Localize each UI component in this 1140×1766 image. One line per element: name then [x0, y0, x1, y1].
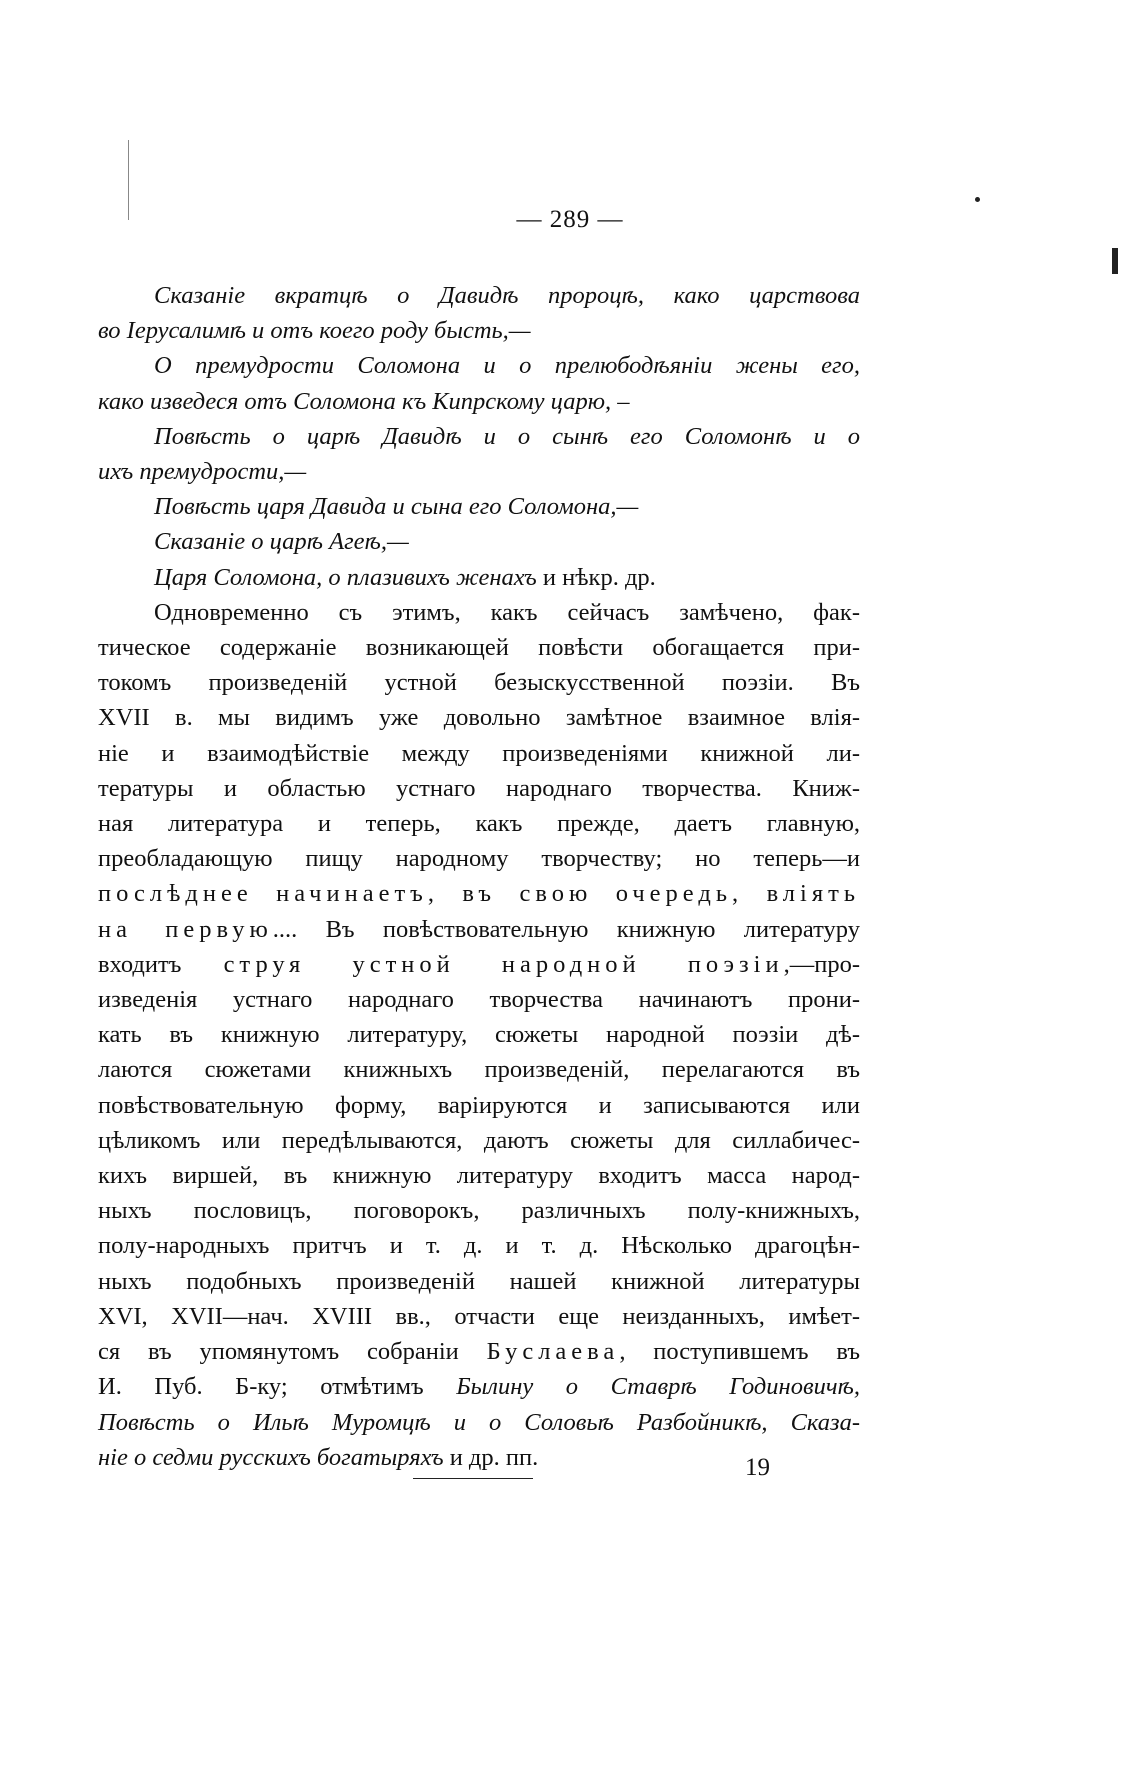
- scan-artifact-right-blot: [1112, 248, 1118, 274]
- text-line: [98, 313, 860, 348]
- text-line: [98, 947, 860, 982]
- text-segment: на первую: [98, 915, 273, 943]
- closing-rule: [413, 1478, 533, 1479]
- text-line: [98, 595, 860, 630]
- text-line: [98, 1193, 860, 1228]
- text-line: [98, 1158, 860, 1193]
- text-segment: Сказаніе вкратцѣ о Давидѣ пророцѣ, како царствова: [154, 282, 860, 309]
- text-segment: входитъ: [98, 950, 224, 978]
- text-segment: ся въ упомянутомъ собраніи: [98, 1338, 487, 1366]
- text-segment: и др. пп.: [443, 1443, 539, 1471]
- text-line: [98, 348, 860, 383]
- text-line: [98, 524, 860, 559]
- text-segment: ,—про-: [783, 950, 860, 978]
- text-line: [98, 1123, 860, 1158]
- text-segment: Повѣсть царя Давида и сына его Соломона,—: [154, 493, 639, 521]
- text-segment: полу-народныхъ притчъ и т. д. и т. д. Нѣсколько драгоцѣн-: [98, 1232, 860, 1260]
- text-line: [98, 489, 860, 524]
- text-segment: тическое содержаніе возникающей повѣсти обогащается при-: [98, 634, 860, 662]
- text-segment: О премудрости Соломона и о прелюбодѣяніи жены его,: [154, 352, 860, 380]
- text-segment: И. Пуб. Б-ку; отмѣтимъ: [98, 1373, 457, 1401]
- text-line: [98, 419, 860, 454]
- text-segment: XVII в. мы видимъ уже довольно замѣтное взаимное влія-: [98, 704, 860, 732]
- text-line: [98, 454, 860, 489]
- text-line: [98, 1299, 860, 1334]
- text-segment: тературы и областью устнаго народнаго творчества. Книж-: [98, 774, 860, 802]
- text-line: [98, 1369, 860, 1404]
- text-line: [98, 1405, 860, 1440]
- text-line: [98, 912, 860, 947]
- text-line: [98, 1264, 860, 1299]
- scan-artifact-left-edge: [128, 140, 129, 220]
- text-segment: Повѣсть о царѣ Давидѣ и о сынѣ его Соломонѣ и о: [154, 422, 860, 450]
- signature-mark: 19: [745, 1454, 770, 1481]
- text-segment: цѣликомъ или передѣлываются, даютъ сюжеты для силлабичес-: [98, 1126, 860, 1154]
- text-segment: ныхъ подобныхъ произведеній нашей книжной литературы: [98, 1267, 860, 1295]
- text-segment: ихъ премудрости,—: [98, 458, 307, 486]
- text-segment: Повѣсть о Ильѣ Муромцѣ и о Соловьѣ Разбойникѣ, Сказа-: [98, 1408, 860, 1436]
- text-line: [98, 876, 860, 911]
- text-segment: токомъ произведеній устной безыскусственной поэзіи. Въ: [98, 669, 860, 697]
- text-segment: струя устной народной поэзіи: [223, 950, 784, 978]
- text-line: [98, 841, 860, 876]
- text-line: [98, 630, 860, 665]
- text-line: [98, 736, 860, 771]
- text-line: [98, 278, 860, 313]
- text-line: [98, 384, 860, 419]
- text-segment: лаются сюжетами книжныхъ произведеній, перелагаются въ: [98, 1056, 860, 1084]
- text-line: [98, 700, 860, 735]
- text-segment: послѣднее начинаетъ, въ свою очередь, вліять: [98, 880, 860, 908]
- text-segment: ныхъ пословицъ, поговорокъ, различныхъ полу-книжныхъ,: [98, 1197, 860, 1225]
- text-line: [98, 665, 860, 700]
- text-segment: Буслаева: [486, 1338, 620, 1366]
- text-segment: изведенія устнаго народнаго творчества начинаютъ прони-: [98, 986, 860, 1014]
- text-segment: како изведеся отъ Соломона къ Кипрскому царю, –: [98, 387, 630, 415]
- text-segment: .... Въ повѣствовательную книжную литературу: [272, 915, 860, 943]
- text-line: [98, 560, 860, 595]
- page-number: — 289 —: [516, 206, 624, 233]
- text-segment: повѣствовательную форму, варіируются и записываются или: [98, 1091, 860, 1119]
- text-segment: ніе о седми русскихъ богатыряхъ: [98, 1443, 444, 1471]
- text-segment: Сказаніе о царѣ Агеѣ,—: [154, 528, 409, 556]
- text-segment: ніе и взаимодѣйствіе между произведеніями книжной ли-: [98, 739, 860, 767]
- text-line: [98, 1228, 860, 1263]
- text-line: [98, 771, 860, 806]
- text-segment: ная литература и теперь, какъ прежде, даетъ главную,: [98, 810, 860, 838]
- text-segment: XVI, XVII—нач. XVIII вв., отчасти еще неизданныхъ, имѣет-: [98, 1302, 860, 1330]
- text-segment: , поступившемъ въ: [619, 1338, 860, 1366]
- text-segment: Царя Соломона, о плазивихъ женахъ: [154, 563, 537, 591]
- text-line: [98, 806, 860, 841]
- text-segment: преобладающую пищу народному творчеству; но теперь—и: [98, 845, 860, 873]
- text-segment: кихъ виршей, въ книжную литературу входитъ масса народ-: [98, 1162, 860, 1190]
- text-line: [98, 1017, 860, 1052]
- text-line: [98, 982, 860, 1017]
- text-segment: Одновременно съ этимъ, какъ сейчасъ замѣчено, фак-: [154, 598, 860, 626]
- scan-artifact-dot: [975, 197, 980, 202]
- text-segment: и нѣкр. др.: [536, 563, 656, 591]
- text-segment: во Іерусалимѣ и отъ коего роду бысть,—: [98, 317, 531, 345]
- text-segment: кать въ книжную литературу, сюжеты народной поэзіи дѣ-: [98, 1021, 860, 1049]
- body-text: [98, 278, 860, 1475]
- text-line: [98, 1334, 860, 1369]
- text-line: [98, 1052, 860, 1087]
- text-line: [98, 1088, 860, 1123]
- text-segment: Былину о Ставрѣ Годиновичѣ,: [456, 1373, 860, 1401]
